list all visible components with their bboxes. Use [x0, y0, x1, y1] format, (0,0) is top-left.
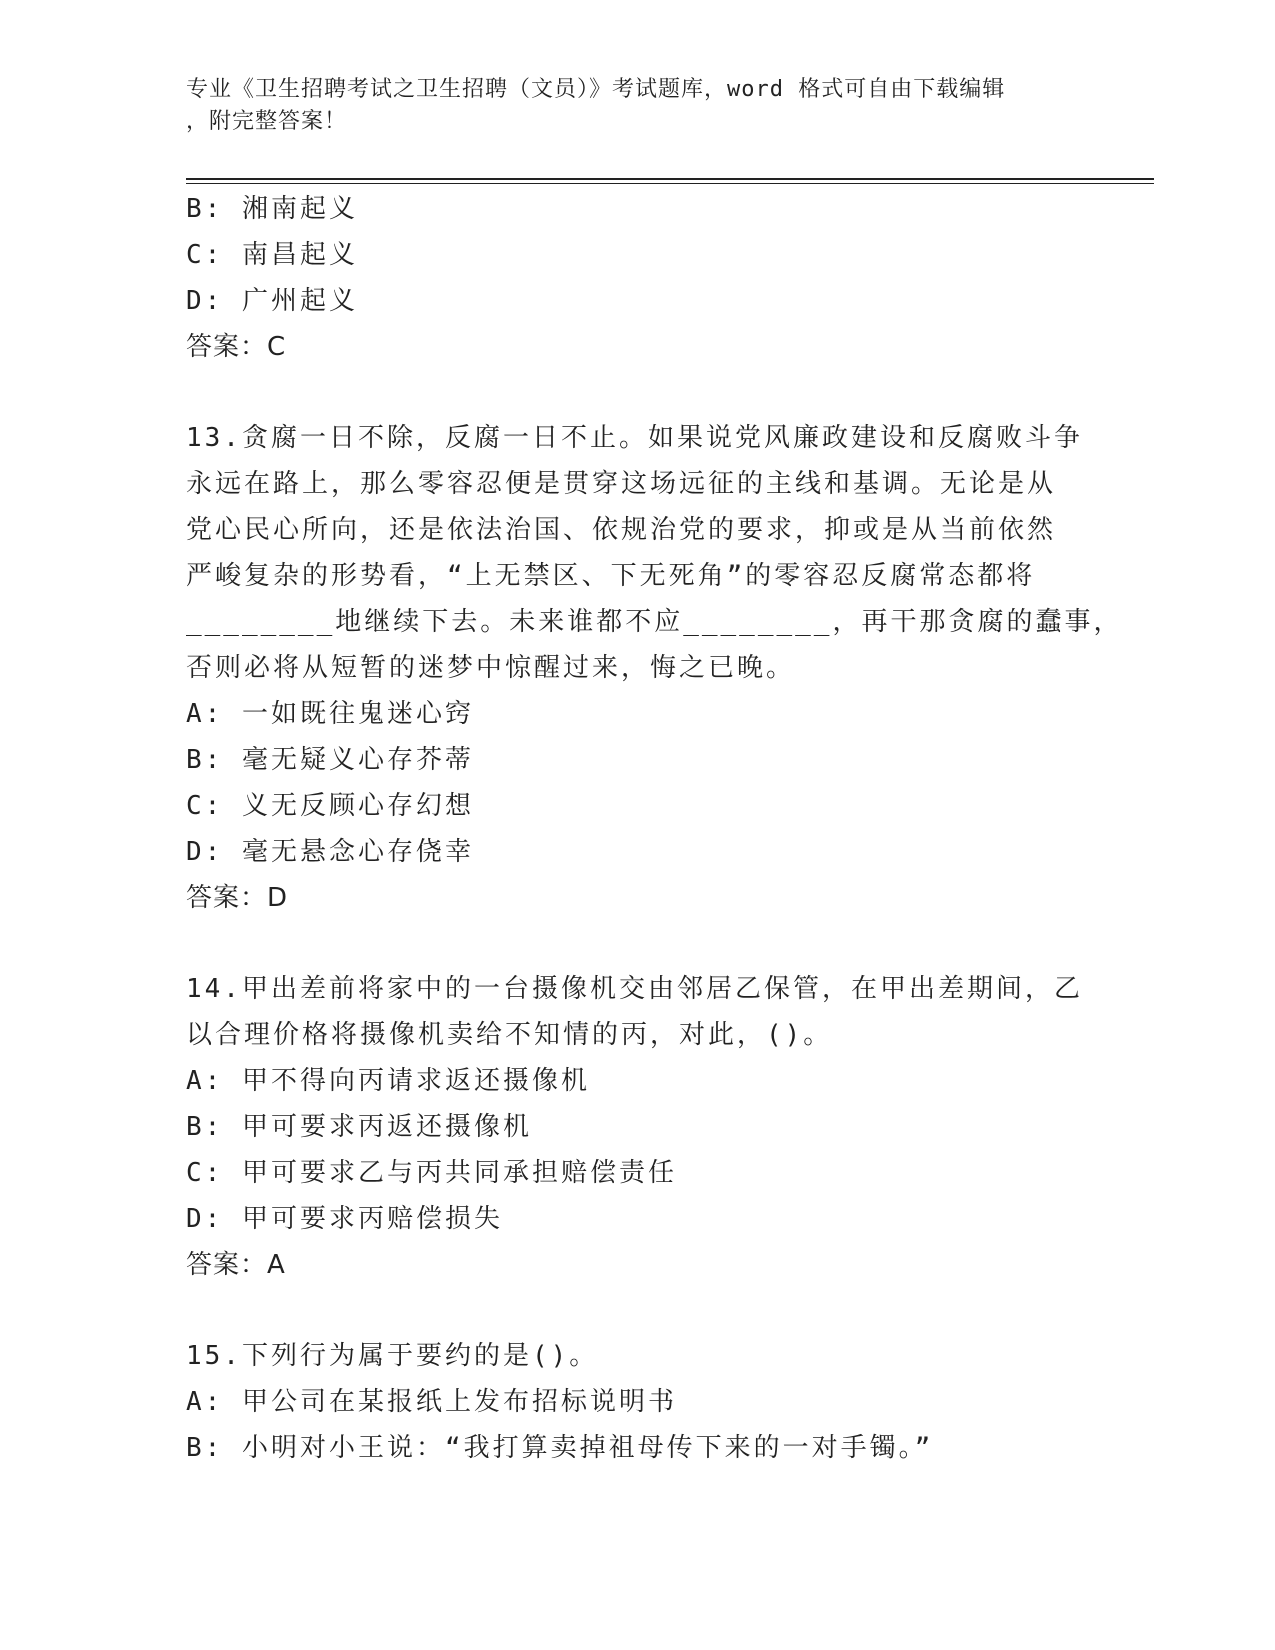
spacer [186, 370, 1086, 415]
option-a: A: 甲公司在某报纸上发布招标说明书 [186, 1387, 677, 1417]
question-stem-line: 党心民心所向，还是依法治国、依规治党的要求，抑或是从当前依然 [186, 515, 1057, 545]
spacer [186, 1288, 1086, 1333]
question-stem-line: 严峻复杂的形势看，“上无禁区、下无死角”的零容忍反腐常态都将 [186, 561, 1036, 591]
option-b: B: 小明对小王说：“我打算卖掉祖母传下来的一对手镯。” [186, 1433, 934, 1463]
question-15 [186, 1333, 1086, 1471]
question-12 [186, 186, 1086, 370]
document-body [186, 186, 1123, 1471]
option-b: B: 甲可要求丙返还摄像机 [186, 1112, 532, 1142]
header-divider-thick [186, 178, 1154, 180]
question-stem-line: ________地继续下去。未来谁都不应________，再干那贪腐的蠢事， [186, 607, 1123, 637]
option-b: B: 湘南起义 [186, 194, 358, 224]
question-stem-line: 否则必将从短暂的迷梦中惊醒过来，悔之已晚。 [186, 653, 796, 683]
option-a: A: 甲不得向丙请求返还摄像机 [186, 1066, 590, 1096]
option-c: C: 义无反顾心存幻想 [186, 791, 474, 821]
question-stem-line: 以合理价格将摄像机卖给不知情的丙，对此，()。 [186, 1020, 833, 1050]
question-stem-line: 14.甲出差前将家中的一台摄像机交由邻居乙保管，在甲出差期间，乙 [186, 974, 1083, 1004]
question-14 [186, 966, 1086, 1288]
answer-line: 答案：A [186, 1250, 286, 1280]
answer-line: 答案：C [186, 332, 287, 362]
question-stem-line: 13.贪腐一日不除，反腐一日不止。如果说党风廉政建设和反腐败斗争 [186, 423, 1083, 453]
option-d: D: 广州起义 [186, 286, 358, 316]
option-a: A: 一如既往鬼迷心窍 [186, 699, 474, 729]
header-line-2: ，附完整答案！ [186, 109, 348, 134]
option-d: D: 甲可要求丙赔偿损失 [186, 1204, 503, 1234]
header-divider-thin [186, 183, 1154, 184]
answer-line: 答案：D [186, 883, 289, 913]
option-c: C: 甲可要求乙与丙共同承担赔偿责任 [186, 1158, 677, 1188]
header-line-1: 专业《卫生招聘考试之卫生招聘（文员）》考试题库，word 格式可自由下载编辑 [186, 77, 1006, 102]
option-c: C: 南昌起义 [186, 240, 358, 270]
question-stem-line: 15.下列行为属于要约的是()。 [186, 1341, 599, 1371]
question-stem-line: 永远在路上，那么零容忍便是贯穿这场远征的主线和基调。无论是从 [186, 469, 1057, 499]
option-d: D: 毫无悬念心存侥幸 [186, 837, 474, 867]
question-13 [186, 415, 1123, 921]
spacer [186, 921, 1086, 966]
option-b: B: 毫无疑义心存芥蒂 [186, 745, 474, 775]
document-header [186, 74, 1066, 138]
